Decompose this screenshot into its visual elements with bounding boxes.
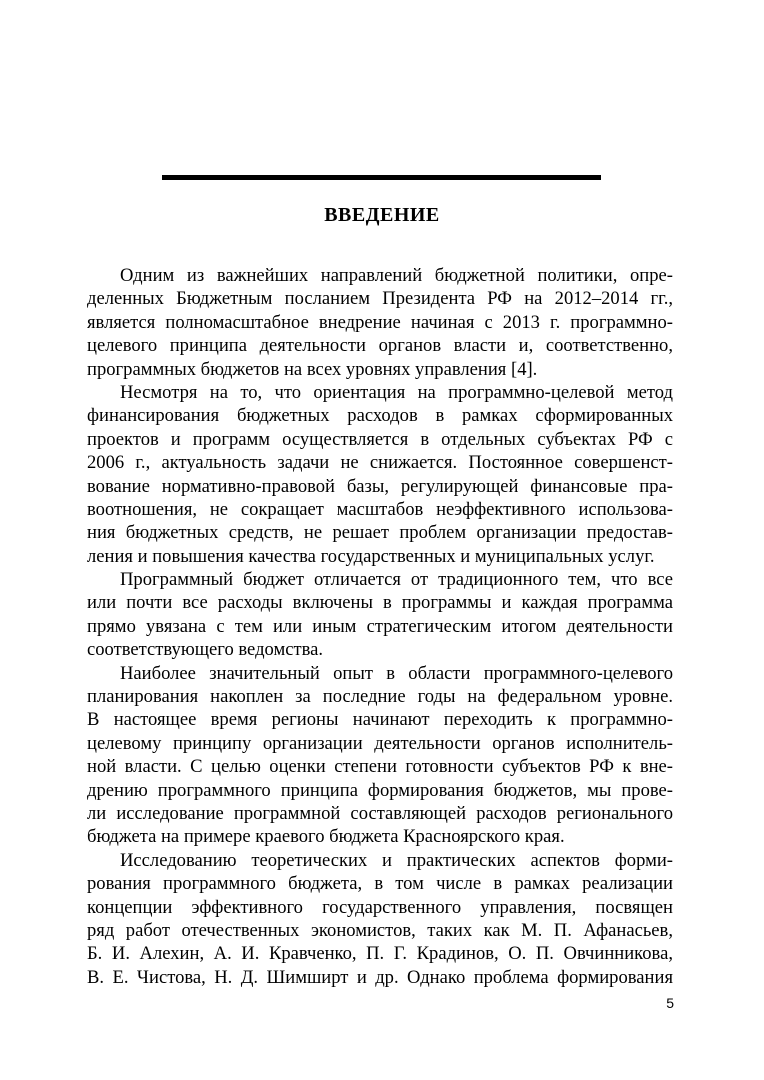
text-line: В настоящее время регионы начинают переходить к программно- [87,709,673,731]
text-line: является полномасштабное внедрение начиная с 2013 г. программно- [87,311,673,333]
body-text [87,264,673,989]
chapter-heading: ВВЕДЕНИЕ [324,204,440,226]
text-line: концепции эффективного государственного управления, посвящен [87,896,673,918]
text-line: Б. И. Алехин, А. И. Кравченко, П. Г. Крадинов, О. П. Овчинникова, [87,943,673,965]
paragraph [87,568,673,662]
text-line: деленных Бюджетным посланием Президента РФ на 2012–2014 гг., [87,288,673,310]
text-line: Несмотря на то, что ориентация на программно-целевой метод [120,381,673,403]
text-line: В. Е. Чистова, Н. Д. Шимширт и др. Однако проблема формирования [87,966,673,988]
text-line: ления и повышения качества государственных и муниципальных услуг. [87,545,655,567]
text-line: рования программного бюджета, в том числе в рамках реализации [87,873,673,895]
text-line: проектов и программ осуществляется в отдельных субъектах РФ с [87,428,673,450]
text-line: дрению программного принципа формирования бюджетов, мы прове- [87,779,673,801]
text-line: Одним из важнейших направлений бюджетной политики, опре- [120,265,673,286]
text-line: бюджета на примере краевого бюджета Красноярского края. [87,826,565,848]
text-line: целевого принципа деятельности органов власти и, соответственно, [87,335,673,357]
text-line: Исследованию теоретических и практических аспектов форми- [120,849,673,871]
text-line: Наиболее значительный опыт в области программного-целевого [120,662,673,684]
text-line: ряд работ отечественных экономистов, таких как М. П. Афанасьев, [87,919,673,941]
text-line: ной власти. С целью оценки степени готовности субъектов РФ к вне- [87,756,673,778]
text-line: 2006 г., актуальность задачи не снижается. Постоянное совершенст- [87,452,673,474]
text-line: финансирования бюджетных расходов в рамках сформированных [87,405,673,427]
text-line: ли исследование программной составляющей расходов регионального [87,802,673,824]
text-line: планирования накоплен за последние годы на федеральном уровне. [87,686,673,708]
text-line: вование нормативно-правовой базы, регулирующей финансовые пра- [87,475,673,497]
paragraph [87,264,673,381]
text-line: Программный бюджет отличается от традиционного тем, что все [120,569,673,591]
text-line: воотношения, не сокращает масштабов неэффективного использова- [87,498,673,520]
text-line: или почти все расходы включены в программы и каждая программа [87,592,673,614]
text-line: программных бюджетов на всех уровнях управления [4]. [87,358,538,380]
paragraph [87,381,673,568]
text-line: целевому принципу организации деятельности органов исполнитель- [87,732,673,754]
page-number: 5 [666,995,674,1011]
text-line: соответствующего ведомства. [87,639,324,661]
paragraph [87,662,673,849]
heading-rule [162,175,601,180]
paragraph [87,849,673,989]
text-line: ния бюджетных средств, не решает проблем организации предостав- [87,522,673,544]
text-line: прямо увязана с тем или иным стратегическим итогом деятельности [87,615,673,637]
